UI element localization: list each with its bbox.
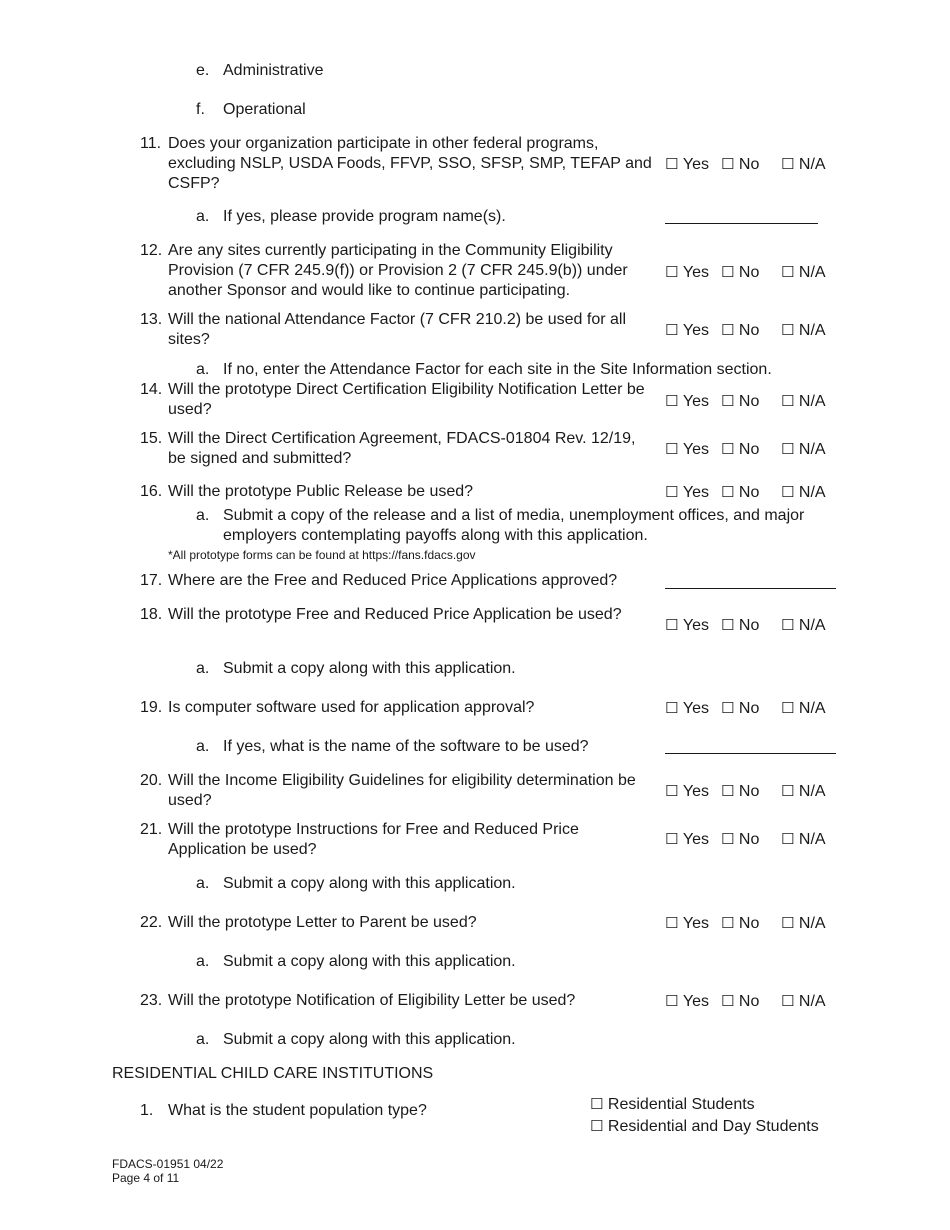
question-23a: a. Submit a copy along with this application. xyxy=(196,1031,516,1048)
question-21-choices xyxy=(665,829,826,850)
no-option[interactable]: ☐ No xyxy=(721,392,760,410)
checkbox[interactable]: ☐ xyxy=(665,616,679,634)
question-15-choices xyxy=(665,439,826,460)
question-18-choices xyxy=(665,615,826,636)
checkbox[interactable]: ☐ xyxy=(781,321,795,339)
checkbox[interactable]: ☐ xyxy=(721,992,735,1010)
checkbox[interactable]: ☐ xyxy=(665,321,679,339)
question-14-choices xyxy=(665,391,826,412)
answer-line-19a[interactable] xyxy=(665,753,836,754)
question-16: 16. Will the prototype Public Release be used? xyxy=(140,483,474,500)
checkbox[interactable]: ☐ xyxy=(590,1095,604,1113)
yes-option[interactable]: ☐ Yes xyxy=(665,263,710,281)
yes-option[interactable]: ☐ Yes xyxy=(665,992,710,1010)
question-20: 20. Will the Income Eligibility Guidelines for eligibility determination be used? xyxy=(140,772,636,809)
question-22-choices xyxy=(665,913,826,934)
question-22a: a. Submit a copy along with this application. xyxy=(196,953,516,970)
checkbox[interactable]: ☐ xyxy=(781,155,795,173)
question-13a: a. If no, enter the Attendance Factor for each site in the Site Information section. xyxy=(196,361,772,378)
yes-option[interactable]: ☐ Yes xyxy=(665,321,710,339)
na-option[interactable]: ☐ N/A xyxy=(781,616,826,634)
sub-item-e: e. Administrative xyxy=(196,62,324,79)
checkbox[interactable]: ☐ xyxy=(665,263,679,281)
yes-option[interactable]: ☐ Yes xyxy=(665,483,710,501)
footer-page-number: Page 4 of 11 xyxy=(112,1171,180,1185)
na-option[interactable]: ☐ N/A xyxy=(781,483,826,501)
question-19-choices xyxy=(665,698,826,719)
footer-form-id: FDACS-01951 04/22 xyxy=(112,1157,224,1171)
checkbox[interactable]: ☐ xyxy=(721,914,735,932)
question-16-choices xyxy=(665,482,826,503)
question-14: 14. Will the prototype Direct Certification Eligibility Notification Letter be used? xyxy=(140,381,645,418)
no-option[interactable]: ☐ No xyxy=(721,782,760,800)
checkbox[interactable]: ☐ xyxy=(721,155,735,173)
checkbox[interactable]: ☐ xyxy=(721,392,735,410)
na-option[interactable]: ☐ N/A xyxy=(781,782,826,800)
checkbox[interactable]: ☐ xyxy=(721,483,735,501)
checkbox[interactable]: ☐ xyxy=(781,616,795,634)
no-option[interactable]: ☐ No xyxy=(721,616,760,634)
no-option[interactable]: ☐ No xyxy=(721,914,760,932)
checkbox[interactable]: ☐ xyxy=(721,782,735,800)
checkbox[interactable]: ☐ xyxy=(781,392,795,410)
checkbox[interactable]: ☐ xyxy=(721,616,735,634)
yes-option[interactable]: ☐ Yes xyxy=(665,392,710,410)
rcci-option-residential-and-day[interactable]: ☐ Residential and Day Students xyxy=(590,1117,819,1135)
na-option[interactable]: ☐ N/A xyxy=(781,914,826,932)
checkbox[interactable]: ☐ xyxy=(665,392,679,410)
question-21: 21. Will the prototype Instructions for Free and Reduced Price Application be used? xyxy=(140,821,579,858)
checkbox[interactable]: ☐ xyxy=(665,699,679,717)
checkbox[interactable]: ☐ xyxy=(721,440,735,458)
na-option[interactable]: ☐ N/A xyxy=(781,321,826,339)
question-13-choices xyxy=(665,320,826,341)
no-option[interactable]: ☐ No xyxy=(721,830,760,848)
checkbox[interactable]: ☐ xyxy=(721,830,735,848)
no-option[interactable]: ☐ No xyxy=(721,992,760,1010)
na-option[interactable]: ☐ N/A xyxy=(781,155,826,173)
rcci-option-residential[interactable]: ☐ Residential Students xyxy=(590,1095,755,1113)
checkbox[interactable]: ☐ xyxy=(721,263,735,281)
question-23-choices xyxy=(665,991,826,1012)
checkbox[interactable]: ☐ xyxy=(781,914,795,932)
no-option[interactable]: ☐ No xyxy=(721,321,760,339)
yes-option[interactable]: ☐ Yes xyxy=(665,782,710,800)
checkbox[interactable]: ☐ xyxy=(781,263,795,281)
checkbox[interactable]: ☐ xyxy=(781,830,795,848)
question-18a: a. Submit a copy along with this application. xyxy=(196,660,516,677)
question-21a: a. Submit a copy along with this application. xyxy=(196,875,516,892)
question-17: 17. Where are the Free and Reduced Price Applications approved? xyxy=(140,572,618,589)
checkbox[interactable]: ☐ xyxy=(781,699,795,717)
no-option[interactable]: ☐ No xyxy=(721,155,760,173)
checkbox[interactable]: ☐ xyxy=(665,992,679,1010)
question-22: 22. Will the prototype Letter to Parent be used? xyxy=(140,914,477,931)
checkbox[interactable]: ☐ xyxy=(665,782,679,800)
na-option[interactable]: ☐ N/A xyxy=(781,992,826,1010)
yes-option[interactable]: ☐ Yes xyxy=(665,914,710,932)
yes-option[interactable]: ☐ Yes xyxy=(665,699,710,717)
question-23: 23. Will the prototype Notification of Eligibility Letter be used? xyxy=(140,992,576,1009)
no-option[interactable]: ☐ No xyxy=(721,440,760,458)
prototype-forms-note: *All prototype forms can be found at https://fans.fdacs.gov xyxy=(168,548,476,562)
yes-option[interactable]: ☐ Yes xyxy=(665,616,710,634)
checkbox[interactable]: ☐ xyxy=(781,782,795,800)
no-option[interactable]: ☐ No xyxy=(721,483,760,501)
checkbox[interactable]: ☐ xyxy=(781,992,795,1010)
answer-line-11a[interactable] xyxy=(665,223,818,224)
question-12-choices xyxy=(665,262,826,283)
no-option[interactable]: ☐ No xyxy=(721,699,760,717)
question-13: 13. Will the national Attendance Factor (7 CFR 210.2) be used for all sites? xyxy=(140,311,627,348)
yes-option[interactable]: ☐ Yes xyxy=(665,440,710,458)
checkbox[interactable]: ☐ xyxy=(781,440,795,458)
question-19: 19. Is computer software used for application approval? xyxy=(140,699,535,716)
question-12: 12. Are any sites currently participating in the Community Eligibility Provision (7 CFR 245.9(f)) or Provision 2 (7 CFR 245.9(b)) under another Sponsor and would like to continue participating. xyxy=(140,242,628,299)
checkbox[interactable]: ☐ xyxy=(590,1117,604,1135)
section-heading-rcci: RESIDENTIAL CHILD CARE INSTITUTIONS xyxy=(112,1065,434,1082)
checkbox[interactable]: ☐ xyxy=(721,321,735,339)
checkbox[interactable]: ☐ xyxy=(665,483,679,501)
question-11-choices xyxy=(665,154,826,175)
na-option[interactable]: ☐ N/A xyxy=(781,392,826,410)
checkbox[interactable]: ☐ xyxy=(665,155,679,173)
yes-option[interactable]: ☐ Yes xyxy=(665,155,710,173)
na-option[interactable]: ☐ N/A xyxy=(781,699,826,717)
question-16a: a. Submit a copy of the release and a list of media, unemployment offices, and major employers contemplating payoffs along with this application. xyxy=(196,507,805,544)
question-19a: a. If yes, what is the name of the software to be used? xyxy=(196,738,589,755)
question-20-choices xyxy=(665,781,826,802)
question-11: 11. Does your organization participate in other federal programs, excluding NSLP, USDA Foods, FFVP, SSO, SFSP, SMP, TEFAP and CSFP? xyxy=(140,135,652,192)
yes-option[interactable]: ☐ Yes xyxy=(665,830,710,848)
checkbox[interactable]: ☐ xyxy=(781,483,795,501)
na-option[interactable]: ☐ N/A xyxy=(781,440,826,458)
answer-line-17[interactable] xyxy=(665,588,836,589)
checkbox[interactable]: ☐ xyxy=(665,830,679,848)
checkbox[interactable]: ☐ xyxy=(721,699,735,717)
sub-item-f: f. Operational xyxy=(196,101,306,118)
na-option[interactable]: ☐ N/A xyxy=(781,263,826,281)
na-option[interactable]: ☐ N/A xyxy=(781,830,826,848)
question-15: 15. Will the Direct Certification Agreement, FDACS-01804 Rev. 12/19, be signed and submitted? xyxy=(140,430,636,467)
question-11a: a. If yes, please provide program name(s). xyxy=(196,208,506,225)
checkbox[interactable]: ☐ xyxy=(665,914,679,932)
checkbox[interactable]: ☐ xyxy=(665,440,679,458)
question-18: 18. Will the prototype Free and Reduced Price Application be used? xyxy=(140,606,622,623)
no-option[interactable]: ☐ No xyxy=(721,263,760,281)
